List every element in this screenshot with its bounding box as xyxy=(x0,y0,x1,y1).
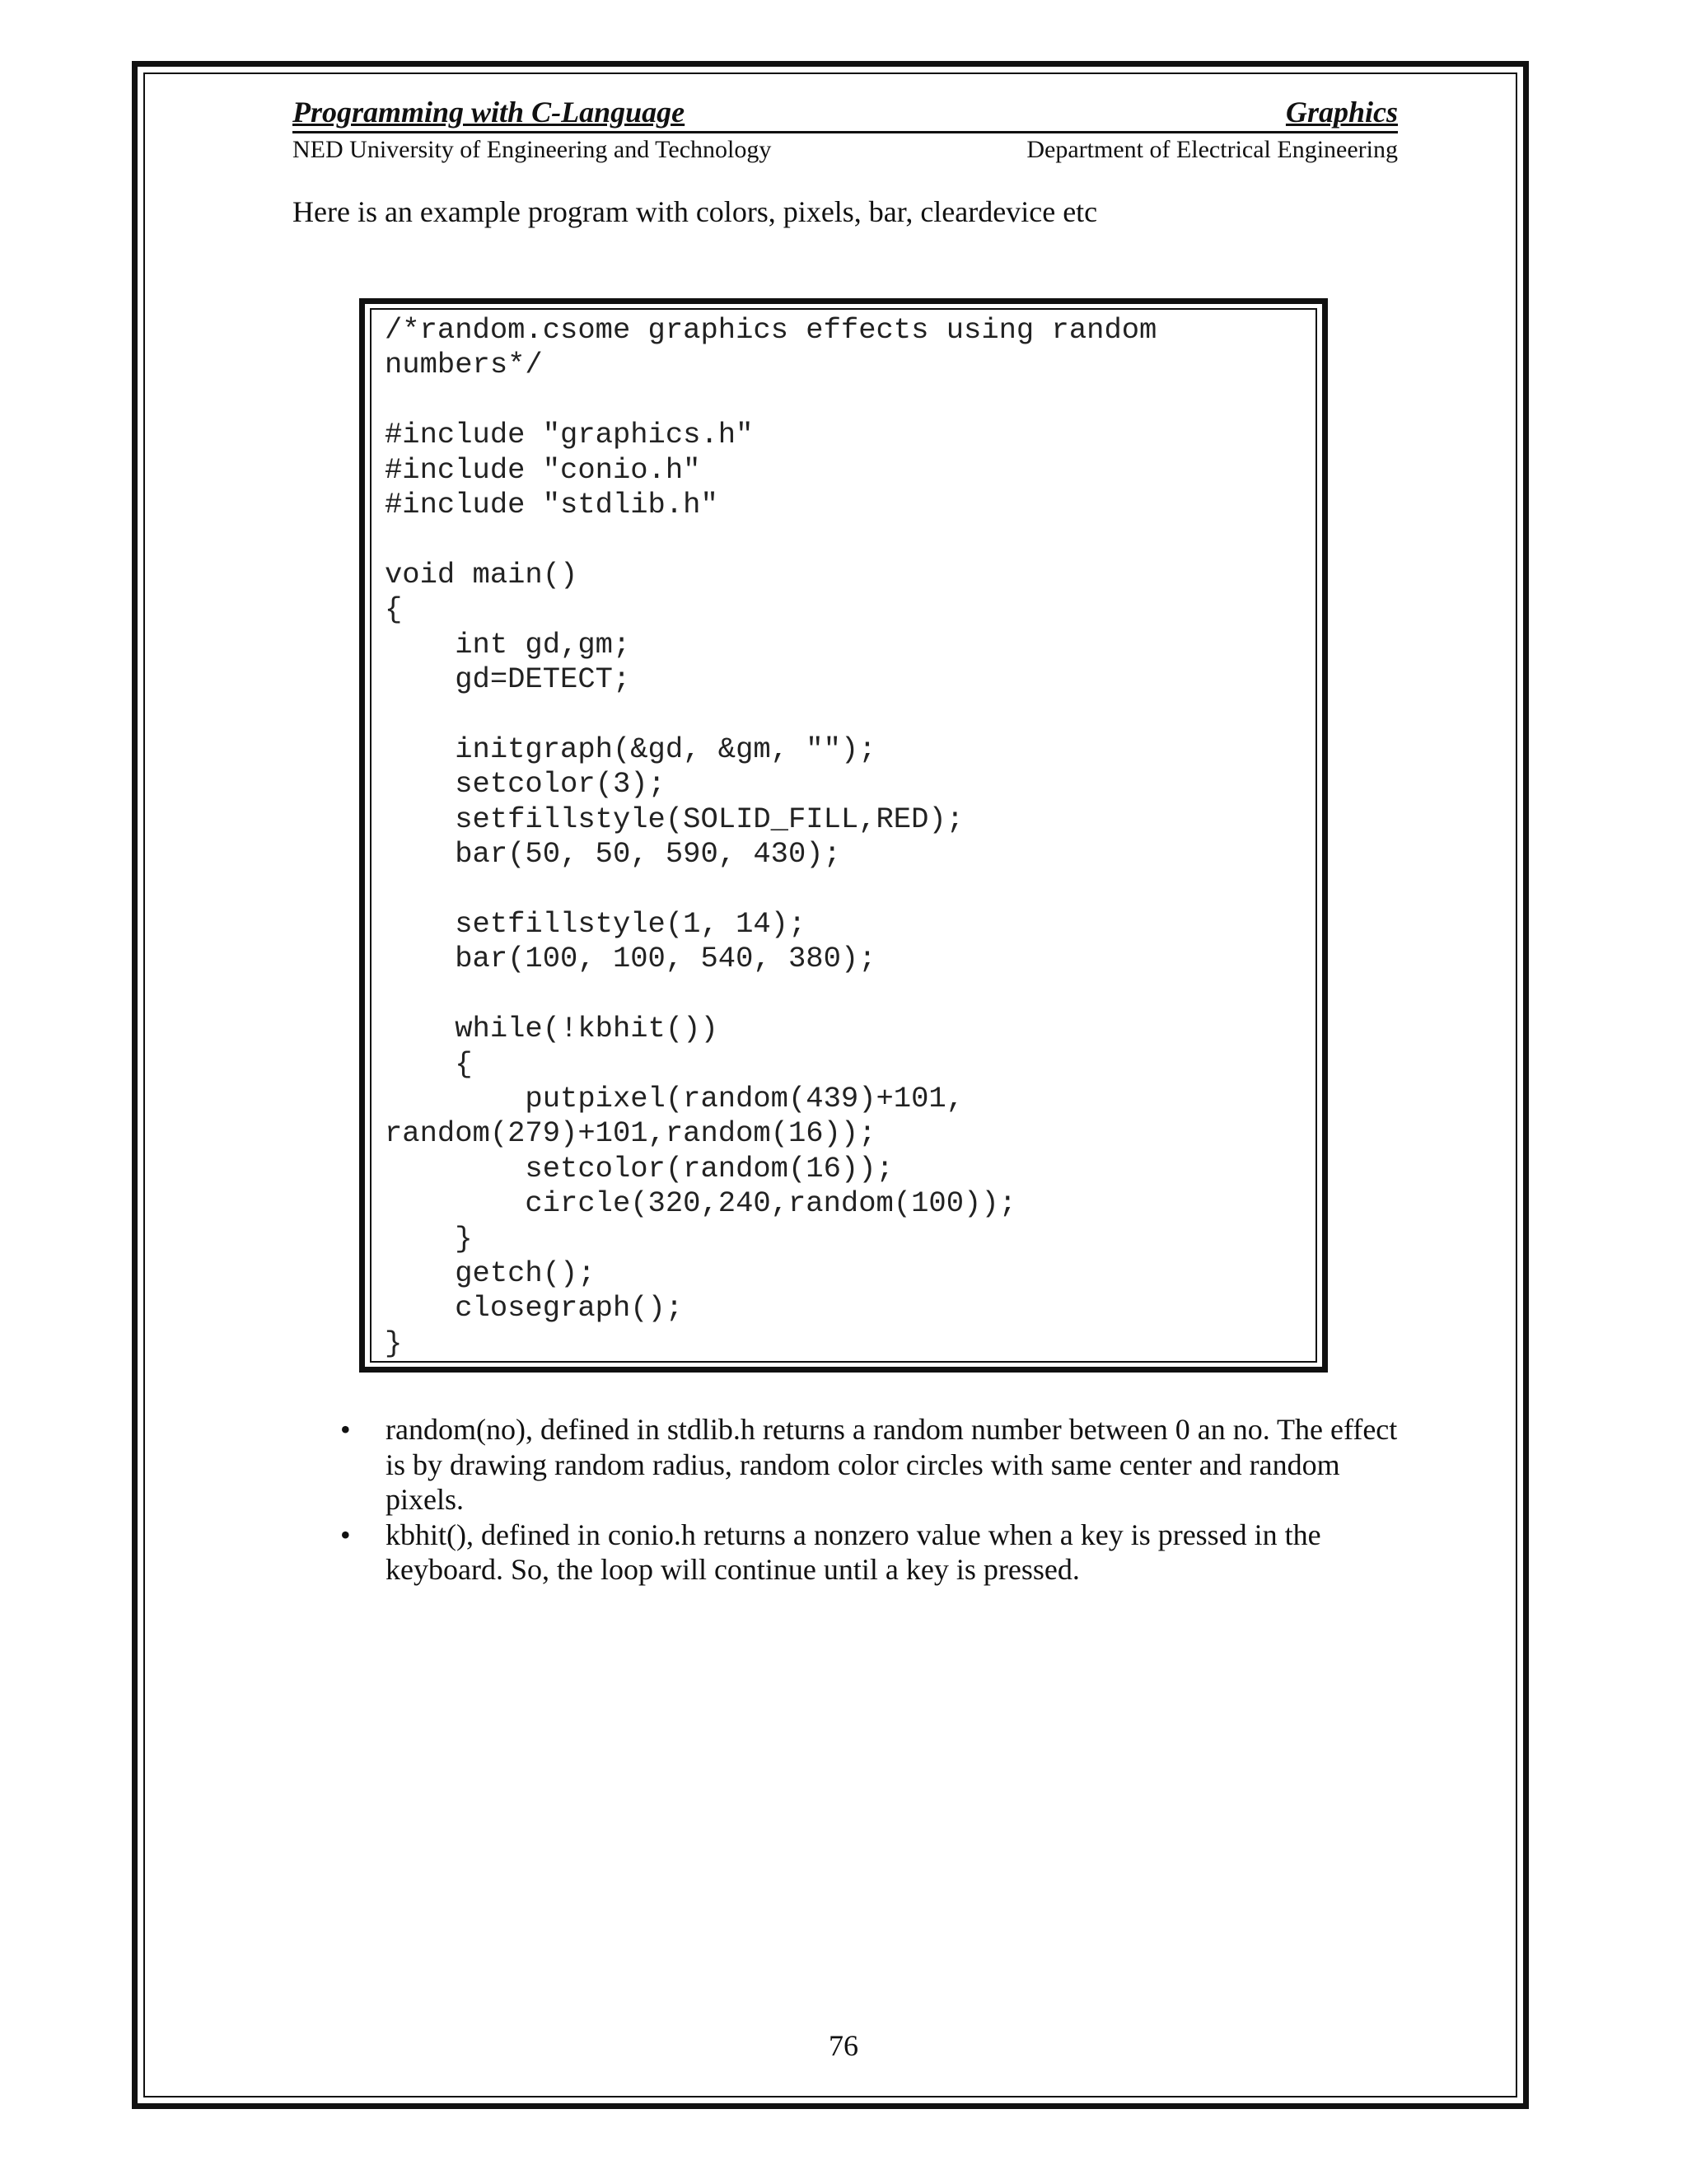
intro-paragraph: Here is an example program with colors, pixels, bar, cleardevice etc xyxy=(292,195,1098,228)
header-department: Department of Electrical Engineering xyxy=(1026,136,1398,164)
header-title-row xyxy=(292,96,1398,133)
page-header xyxy=(292,96,1398,165)
bullet-list xyxy=(334,1412,1404,1588)
list-item xyxy=(334,1518,1404,1588)
header-course-title: Programming with C-Language xyxy=(292,96,685,129)
bullet-text: random(no), defined in stdlib.h returns a random number between 0 an no. The effect is by drawing random radius, random color circles with same center and random pixels. xyxy=(386,1413,1398,1516)
page-number: 76 xyxy=(829,2029,858,2062)
header-chapter-title: Graphics xyxy=(1285,96,1398,129)
bullet-icon: • xyxy=(340,1413,351,1446)
header-subtitle-row xyxy=(292,135,1398,165)
code-listing: /*random.csome graphics effects using random numbers*/ #include "graphics.h" #include "conio.h" #include "stdlib.h" void main() { int gd,gm; gd=DETECT; initgraph(&gd, &gm, ""); setcolor(3); setfillstyle(SOLID_FILL,RED); bar(50, 50, 590, 430); setfillstyle(1, 14); bar(100, 100, 540, 380); while(!kbhit()) { putpixel(random(439)+101, random(279)+101,random(16)); setcolor(random(16)); circle(320,240,random(100)); } getch(); closegraph(); } xyxy=(385,313,1157,1360)
bullet-text: kbhit(), defined in conio.h returns a nonzero value when a key is pressed in the keyboard. So, the loop will continue until a key is pressed. xyxy=(386,1518,1321,1586)
header-university: NED University of Engineering and Technology xyxy=(292,136,772,164)
list-item xyxy=(334,1412,1404,1518)
bullet-icon: • xyxy=(340,1518,351,1551)
